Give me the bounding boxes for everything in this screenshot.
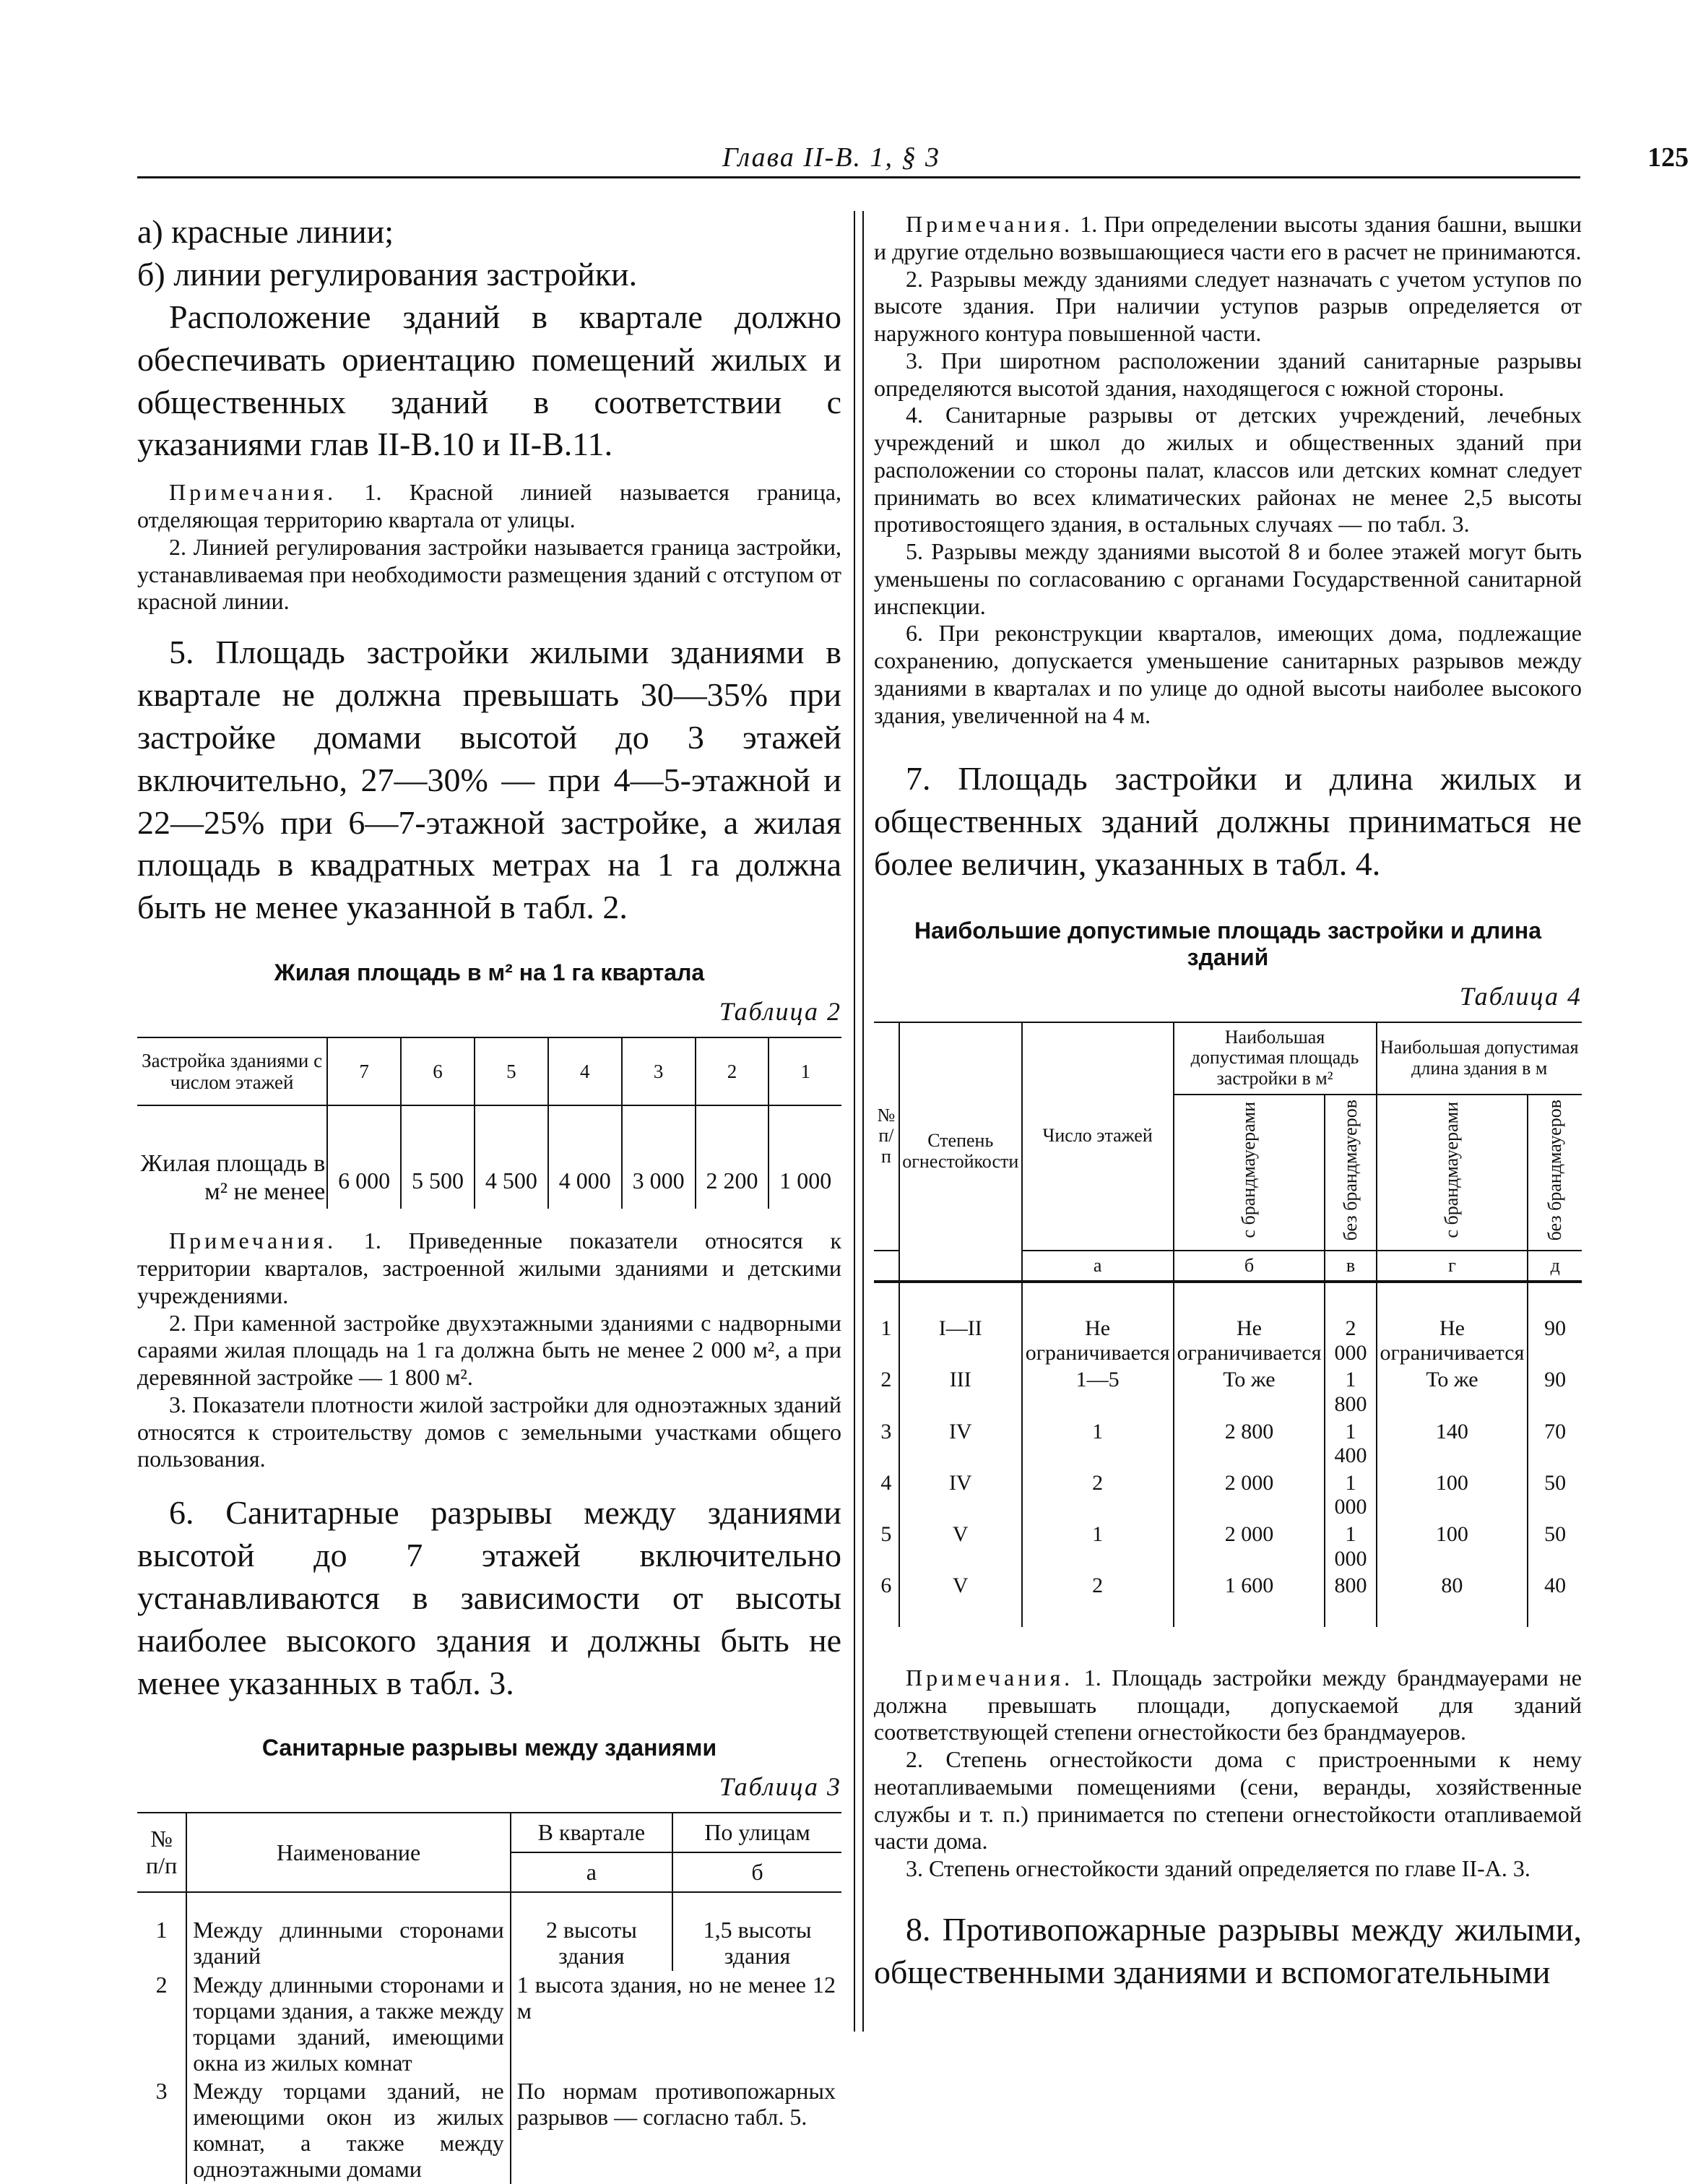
table-4-len-with-cell: 100 <box>1377 1469 1528 1521</box>
table-row <box>137 1892 841 1971</box>
table-4-len-with-cell: То же <box>1377 1366 1528 1417</box>
table-4-header-length-without <box>1528 1095 1582 1251</box>
notes-3 <box>874 211 1582 729</box>
table-4-num-cell: 3 <box>880 1419 892 1443</box>
table-4-area-without-cell: 800 <box>1325 1572 1376 1627</box>
table-4-area-without-cell: 1 000 <box>1325 1521 1376 1572</box>
table-4-len-without-cell: 90 <box>1528 1282 1582 1366</box>
notes-2 <box>137 1227 841 1473</box>
table-4-letter-header: д <box>1528 1251 1582 1282</box>
table-4-header-length: Наибольшая допустимая длина здания в м <box>1377 1022 1582 1095</box>
table-4-area-with-cell: Не ограничивается <box>1174 1282 1325 1366</box>
table-3-header-num: № п/п <box>146 1826 178 1879</box>
note-text: 2. При каменной застройке двухэтажными зданиями с надворными сараями жилая площадь на 1 га должна быть не менее 2 000 м², а при деревянной застройке — 1 800 м². <box>137 1309 841 1391</box>
table-4-floors-cell: Не ограничивается <box>1022 1282 1174 1366</box>
table-3-num-cell: 2 <box>155 1972 168 1998</box>
table-row <box>874 1418 1582 1469</box>
table-3-num-cell: 1 <box>155 1917 168 1943</box>
table-row <box>874 1572 1582 1627</box>
table-4-header-degree: Степень огнестойкости <box>899 1022 1022 1282</box>
table-4-header-length-with-text: с брандмауерами <box>1441 1102 1463 1238</box>
note-text: 1. Приведенные показатели относятся к территории кварталов, застроенной жилыми зданиями и детскими учреждениями. <box>137 1227 842 1308</box>
table-2 <box>137 1037 841 1209</box>
notes-label: Примечания. <box>906 211 1074 237</box>
table-4-letter-header: а <box>1022 1251 1174 1282</box>
table-2-value-cell: 3 000 <box>622 1105 696 1209</box>
table-4-len-without-cell: 50 <box>1528 1469 1582 1521</box>
table-4-header-length-with <box>1377 1095 1528 1251</box>
table-row <box>874 1366 1582 1417</box>
table-4-degree-cell: IV <box>899 1469 1022 1521</box>
note-text: 3. При широтном расположении зданий санитарные разрывы определяются высотой здания, находящегося с южной стороны. <box>874 347 1582 401</box>
table-4-header-area-without-text: без брандмауеров <box>1339 1099 1361 1241</box>
table-2-floors-header: 5 <box>475 1037 548 1105</box>
table-4-caption: Наибольшие допустимые площадь застройки и длина зданий <box>914 917 1542 970</box>
table-4-area-without-cell: 1 800 <box>1325 1366 1376 1417</box>
table-4-num-cell: 1 <box>880 1316 892 1341</box>
table-3-merged-cell: По нормам противопожарных разрывов — согласно табл. 5. <box>511 2077 841 2183</box>
page-number: 125 <box>1647 142 1689 173</box>
table-4-degree-cell: IV <box>899 1418 1022 1469</box>
table-row <box>874 1521 1582 1572</box>
table-2-value-cell: 6 000 <box>327 1105 401 1209</box>
table-4-len-with-cell: Не ограничивается <box>1377 1282 1528 1366</box>
note-text: 5. Разрывы между зданиями высотой 8 и более этажей могут быть уменьшены по согласованию с органами Государственной санитарной инспекции. <box>874 538 1582 619</box>
table-4-num-cell: 6 <box>880 1574 892 1598</box>
table-4-floors-cell: 2 <box>1022 1469 1174 1521</box>
table-4-floors-cell: 1 <box>1022 1418 1174 1469</box>
running-head: Глава II-В. 1, § 3 <box>722 142 941 173</box>
note-text: 2. Разрывы между зданиями следует назначать с учетом уступов по высоте здания. При наличии уступов разрыв определяется от наружного контура повышенной части. <box>874 265 1582 346</box>
table-4-area-with-cell: 1 600 <box>1174 1572 1325 1627</box>
table-4-len-without-cell: 40 <box>1528 1572 1582 1627</box>
table-2-row-label: Жилая площадь в м² не менее <box>140 1150 326 1206</box>
table-2-floors-header: 3 <box>622 1037 696 1105</box>
table-4-header-num: № п/п <box>877 1104 896 1167</box>
table-3-header-name: Наименование <box>186 1813 511 1892</box>
table-4-floors-cell: 2 <box>1022 1572 1174 1627</box>
table-4-header-area-without <box>1325 1095 1376 1251</box>
table-4-number: Таблица 4 <box>1459 981 1582 1011</box>
paragraph-7: 7. Площадь застройки и длина жилых и общественных зданий должны приниматься не более величин, указанных в табл. 4. <box>874 760 1582 882</box>
note-text: 4. Санитарные разрывы от детских учреждений, лечебных учреждений и школ до жилых и общественных зданий при расположении со стороны палат, классов или детских комнат следует принимать во всех климатических районах не менее 2,5 высоты противостоящего здания, в остальных случаях — по табл. 3. <box>874 402 1582 538</box>
table-4-letters-spacer <box>874 1251 899 1282</box>
table-2-floors-header: 6 <box>401 1037 475 1105</box>
table-row <box>874 1282 1582 1366</box>
notes-1 <box>137 479 841 616</box>
table-4-degree-cell: V <box>899 1521 1022 1572</box>
right-column <box>874 211 1582 1994</box>
table-2-floors-header: 2 <box>696 1037 769 1105</box>
note-text: 1. Красной линией называется граница, отделяющая территорию квартала от улицы. <box>137 479 841 532</box>
note-text: 2. Степень огнестойкости дома с пристроенными к нему неотапливаемыми помещениями (сени, веранды, хозяйственные службы и т. п.) принимается по степени огнестойкости отапливаемой части дома. <box>874 1746 1582 1855</box>
table-4-area-without-cell: 1 400 <box>1325 1418 1376 1469</box>
table-4 <box>874 1022 1582 1627</box>
table-4-degree-cell: III <box>899 1366 1022 1417</box>
table-4-len-without-cell: 70 <box>1528 1418 1582 1469</box>
table-4-floors-cell: 1 <box>1022 1521 1174 1572</box>
note-text: 1. При определении высоты здания башни, вышки и другие отдельно возвышающиеся части его в расчет не принимаются. <box>874 211 1582 264</box>
table-4-len-without-cell: 90 <box>1528 1366 1582 1417</box>
table-2-number: Таблица 2 <box>719 997 841 1027</box>
paragraph-location: Расположение зданий в квартале должно обеспечивать ориентацию помещений жилых и общественных зданий в соответствии с указаниями глав II-В.10 и II-В.11. <box>137 298 841 463</box>
table-2-value-cell: 2 200 <box>696 1105 769 1209</box>
table-4-num-cell: 2 <box>880 1368 892 1392</box>
table-4-header-area-with <box>1174 1095 1325 1251</box>
table-4-area-with-cell: 2 000 <box>1174 1469 1325 1521</box>
paragraph-6: 6. Санитарные разрывы между зданиями высотой до 7 этажей включительно устанавливаются в зависимости от высоты наиболее высокого здания и должны быть не менее указанных в табл. 3. <box>137 1494 841 1701</box>
table-4-header-area-with-text: с брандмауерами <box>1238 1102 1260 1238</box>
list-item-b: б) линии регулирования застройки. <box>137 255 638 293</box>
note-text: 6. При реконструкции кварталов, имеющих дома, подлежащие сохранению, допускается уменьшение санитарных разрывов между зданиями в кварталах и по улице до одной высоты наиболее высокого здания, увеличенной на 4 м. <box>874 620 1582 728</box>
table-3-num-cell: 3 <box>155 2078 168 2105</box>
table-2-floors-header: 1 <box>768 1037 841 1105</box>
table-4-len-with-cell: 100 <box>1377 1521 1528 1572</box>
table-4-header-area: Наибольшая допустимая площадь застройки в м² <box>1174 1022 1377 1095</box>
table-row <box>137 2077 841 2183</box>
table-2-value-cell: 1 000 <box>768 1105 841 1209</box>
note-text: 2. Линией регулирования застройки называется граница застройки, устанавливаемая при необходимости размещения зданий с отступом от красной линии. <box>137 533 841 615</box>
table-row <box>874 1469 1582 1521</box>
table-3-block-cell: 2 высоты здания <box>511 1892 672 1971</box>
table-4-area-without-cell: 2 000 <box>1325 1282 1376 1366</box>
note-text: 3. Степень огнестойкости зданий определяется по главе II-А. 3. <box>906 1855 1530 1882</box>
table-4-num-cell: 5 <box>880 1522 892 1546</box>
table-3-header-a: а <box>511 1852 672 1892</box>
table-4-num-cell: 4 <box>880 1470 892 1495</box>
table-3-street-cell: 1,5 высоты здания <box>672 1892 841 1971</box>
note-text: 1. Площадь застройки между брандмауерами не должна превышать площади, допускаемой для зданий соответствующей степени огнестойкости без брандмауеров. <box>874 1664 1582 1745</box>
table-3-name-cell: Между торцами зданий, не имеющими окон из жилых комнат, а также между одноэтажными домами <box>186 2077 511 2183</box>
table-4-degree-cell: V <box>899 1572 1022 1627</box>
table-4-area-with-cell: То же <box>1174 1366 1325 1417</box>
table-4-header-length-without-text: без брандмауеров <box>1543 1099 1565 1241</box>
table-3-number: Таблица 3 <box>719 1772 841 1802</box>
table-4-degree-cell: I—II <box>899 1282 1022 1366</box>
table-3-merged-cell: 1 высота здания, но не менее 12 м <box>511 1971 841 2077</box>
table-2-caption: Жилая площадь в м² на 1 га квартала <box>274 959 705 986</box>
table-2-value-cell: 5 500 <box>401 1105 475 1209</box>
table-3-caption: Санитарные разрывы между зданиями <box>261 1735 717 1761</box>
paragraph-8: 8. Противопожарные разрывы между жилыми, общественными зданиями и вспомогательными <box>874 1910 1582 1990</box>
column-divider <box>854 211 864 2032</box>
table-3-name-cell: Между длинными сторонами зданий <box>186 1892 511 1971</box>
table-4-floors-cell: 1—5 <box>1022 1366 1174 1417</box>
table-2-floors-header: 4 <box>548 1037 622 1105</box>
table-3-header-street: По улицам <box>672 1813 841 1852</box>
table-2-value-cell: 4 000 <box>548 1105 622 1209</box>
list-item-a: а) красные линии; <box>137 213 394 250</box>
table-4-len-with-cell: 140 <box>1377 1418 1528 1469</box>
table-4-letter-header: б <box>1174 1251 1325 1282</box>
table-3 <box>137 1812 841 2183</box>
table-2-floors-header: 7 <box>327 1037 401 1105</box>
notes-label: Примечания. <box>169 479 337 506</box>
table-4-area-with-cell: 2 800 <box>1174 1418 1325 1469</box>
table-3-name-cell: Между длинными сторонами и торцами здания, а также между торцами зданий, имеющими окна из жилых комнат <box>186 1971 511 2077</box>
notes-label: Примечания. <box>169 1227 337 1254</box>
notes-label: Примечания. <box>906 1664 1074 1691</box>
table-2-value-cell: 4 500 <box>475 1105 548 1209</box>
notes-4 <box>874 1665 1582 1883</box>
left-column <box>137 211 841 2184</box>
table-3-header-block: В квартале <box>511 1813 672 1852</box>
table-4-area-without-cell: 1 000 <box>1325 1469 1376 1521</box>
table-4-letter-header: г <box>1377 1251 1528 1282</box>
table-4-area-with-cell: 2 000 <box>1174 1521 1325 1572</box>
table-row <box>137 1971 841 2077</box>
table-4-letter-header: в <box>1325 1251 1376 1282</box>
table-2-corner-header: Застройка зданиями с числом этажей <box>142 1049 323 1094</box>
table-4-len-with-cell: 80 <box>1377 1572 1528 1627</box>
table-3-header-b: б <box>672 1852 841 1892</box>
table-4-len-without-cell: 50 <box>1528 1521 1582 1572</box>
table-4-header-floors: Число этажей <box>1022 1022 1174 1251</box>
paragraph-5: 5. Площадь застройки жилыми зданиями в квартале не должна превышать 30—35% при застройке домами высотой до 3 этажей включительно, 27—30% — при 4—5-этажной и 22—25% при 6—7-этажной застройке, а жилая площадь в квадратных метрах на 1 га должна быть не менее указанной в табл. 2. <box>137 634 841 926</box>
note-text: 3. Показатели плотности жилой застройки для одноэтажных зданий относятся к строительству домов с земельными участками общего пользования. <box>137 1391 841 1472</box>
